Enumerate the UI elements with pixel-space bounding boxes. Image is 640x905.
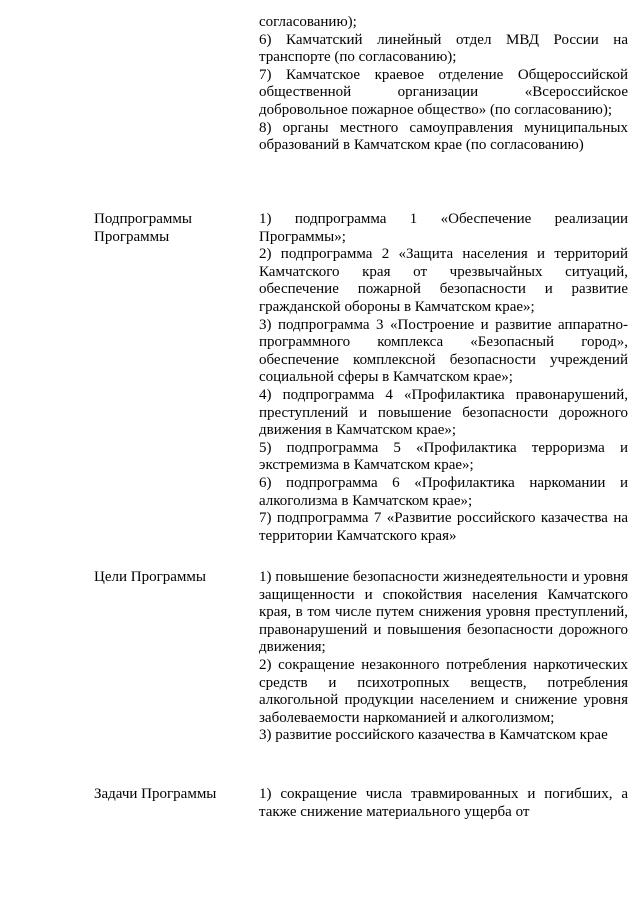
goal-item bbox=[259, 569, 628, 657]
subprogram-item-text: 1) подпрограмма 1 «Обеспечение реализации Программы»; bbox=[259, 211, 628, 245]
subprogram-item bbox=[259, 475, 628, 510]
task-item-text: 1) сокращение числа травмированных и погибших, а также снижение материального ущерба от bbox=[259, 786, 628, 820]
goal-item-text: 3) развитие российского казачества в Камчатском крае bbox=[259, 727, 608, 744]
subprogram-item bbox=[259, 246, 628, 316]
task-item bbox=[259, 786, 628, 821]
participants-item-text: 7) Камчатское краевое отделение Общероссийской общественной организации «Всероссийское добровольное пожарное общество» (по согласованию); bbox=[259, 66, 628, 118]
subprogram-item-text: 5) подпрограмма 5 «Профилактика терроризма и экстремизма в Камчатском крае»; bbox=[259, 439, 628, 474]
subprogram-item bbox=[259, 440, 628, 475]
subprogram-item-text: 2) подпрограмма 2 «Защита населения и территорий Камчатского края от чрезвычайных ситуаций, обеспечение пожарной безопасности и развитие гражданской обороны в Камчатском крае»; bbox=[259, 246, 628, 315]
goal-item-text: 1) повышение безопасности жизнедеятельности и уровня защищенности и спокойствия населения Камчатского края, в том числе путем снижения уровня преступлений, правонарушений и повышения безопасности дорожного движения; bbox=[259, 569, 628, 656]
subprogram-item bbox=[259, 317, 628, 387]
subprogram-item bbox=[259, 510, 628, 545]
participants-item bbox=[259, 67, 628, 120]
participants-item-text: согласованию); bbox=[259, 14, 357, 30]
goals-content bbox=[259, 569, 628, 745]
participants-content bbox=[259, 14, 628, 155]
participants-item-text: 8) органы местного самоуправления муниципальных образований в Камчатском крае (по согласованию) bbox=[259, 119, 628, 154]
subprogram-item-text: 3) подпрограмма 3 «Построение и развитие аппаратно-программного комплекса «Безопасный город», обеспечение комплексной безопасности учреждений социальной сферы в Камчатском крае»; bbox=[259, 316, 628, 386]
subprogram-item bbox=[259, 387, 628, 440]
subprogram-item-text: 4) подпрограмма 4 «Профилактика правонарушений, преступлений и повышение безопасности дорожного движения в Камчатском крае»; bbox=[259, 386, 628, 439]
subprograms-content bbox=[259, 211, 628, 545]
tasks-content bbox=[259, 786, 628, 821]
subprograms-label: Подпрограммы Программы bbox=[94, 211, 192, 245]
goal-item bbox=[259, 727, 628, 745]
subprogram-item bbox=[259, 211, 628, 246]
subprogram-item-text: 7) подпрограмма 7 «Развитие российского казачества на территории Камчатского края» bbox=[259, 510, 628, 544]
tasks-label: Задачи Программы bbox=[94, 786, 217, 802]
participants-item bbox=[259, 32, 628, 67]
subprogram-item-text: 6) подпрограмма 6 «Профилактика наркомании и алкоголизма в Камчатском крае»; bbox=[259, 474, 628, 509]
participants-item bbox=[259, 120, 628, 155]
participants-item-text: 6) Камчатский линейный отдел МВД России на транспорте (по согласованию); bbox=[259, 31, 628, 66]
goal-item-text: 2) сокращение незаконного потребления наркотических средств и психотропных веществ, потребления алкогольной продукции населением и снижение уровня заболеваемости наркоманией и алкоголизмом; bbox=[259, 656, 628, 726]
goals-label: Цели Программы bbox=[94, 569, 206, 585]
goal-item bbox=[259, 657, 628, 727]
participants-item bbox=[259, 14, 628, 32]
